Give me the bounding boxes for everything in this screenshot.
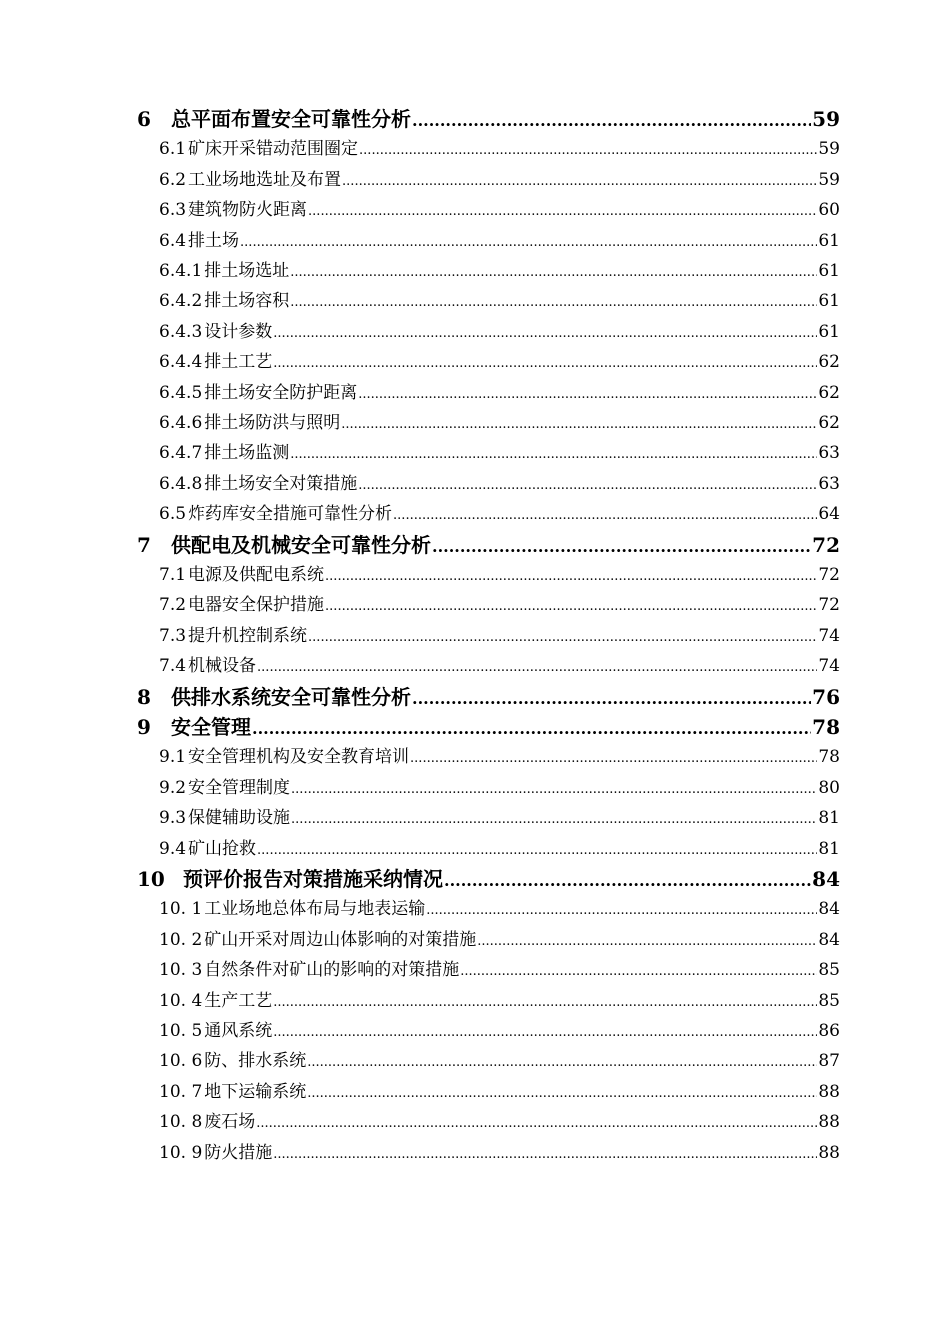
toc-dot-leader: [426, 894, 817, 924]
toc-entry-page-number: 59: [818, 139, 840, 160]
toc-dot-leader: [240, 226, 817, 256]
toc-dot-leader: [291, 773, 817, 803]
toc-entry-page-number: 81: [818, 808, 840, 829]
toc-entry-number: 6.3: [159, 200, 187, 221]
toc-dot-leader: [273, 1016, 817, 1046]
toc-entry-title: 安全管理: [171, 715, 251, 739]
toc-entry-title: 排土场: [188, 230, 240, 251]
toc-entry-number: 10. 9: [159, 1142, 203, 1163]
toc-entry-number: 9.4: [159, 838, 187, 859]
toc-dot-leader: [358, 378, 817, 408]
toc-entry-page-number: 84: [818, 899, 840, 920]
toc-entry-page-number: 81: [818, 838, 840, 859]
toc-entry-number: 6.4.7: [159, 443, 203, 464]
toc-entry[interactable]: [159, 256, 840, 286]
toc-entry-title: 预评价报告对策措施采纳情况: [183, 867, 443, 891]
toc-entry-title: 供排水系统安全可靠性分析: [171, 684, 411, 709]
toc-entry-number: 6.4.5: [159, 382, 203, 403]
toc-entry-page-number: 61: [818, 321, 840, 342]
toc-entry[interactable]: [159, 590, 840, 620]
toc-dot-leader: [273, 347, 817, 377]
toc-entry-number: 10. 6: [159, 1051, 203, 1072]
toc-entry-page-number: 86: [818, 1021, 840, 1041]
toc-entry[interactable]: [159, 773, 840, 803]
toc-dot-leader: [412, 104, 811, 134]
toc-entry[interactable]: [159, 195, 840, 225]
toc-entry-page-number: 84: [812, 867, 840, 891]
toc-dot-leader: [358, 469, 817, 499]
toc-dot-leader: [307, 1046, 817, 1076]
toc-entry-title: 供配电及机械安全可靠性分析: [171, 532, 431, 557]
toc-dot-leader: [290, 256, 817, 286]
toc-entry-page-number: 64: [818, 504, 840, 525]
toc-entry[interactable]: [159, 378, 840, 408]
toc-entry[interactable]: [159, 621, 840, 651]
toc-dot-leader: [308, 195, 817, 225]
toc-entry-number: 6: [137, 107, 151, 131]
toc-entry-number: 6.4.6: [159, 413, 203, 433]
toc-entry-title: 安全管理机构及安全教育培训: [188, 747, 410, 768]
toc-entry-page-number: 72: [818, 595, 840, 616]
toc-entry-page-number: 88: [818, 1112, 840, 1133]
toc-entry[interactable]: [159, 134, 840, 164]
toc-entry-title: 电器安全保护措施: [188, 595, 325, 616]
toc-entry-page-number: 85: [818, 960, 840, 981]
toc-entry-page-number: 62: [818, 352, 840, 373]
toc-entry[interactable]: [159, 986, 840, 1016]
toc-dot-leader: [273, 317, 817, 347]
toc-dot-leader: [412, 682, 811, 712]
toc-dot-leader: [257, 651, 817, 681]
toc-entry-number: 10. 4: [159, 990, 203, 1011]
toc-entry[interactable]: [159, 1107, 840, 1137]
toc-entry-number: 7.3: [159, 625, 187, 646]
toc-dot-leader: [307, 1077, 817, 1107]
toc-entry-title: 排土场容积: [204, 291, 290, 312]
toc-dot-leader: [273, 1138, 817, 1168]
toc-entry[interactable]: [137, 712, 840, 742]
toc-entry-title: 排土场选址: [204, 261, 290, 281]
toc-entry-page-number: 59: [812, 107, 840, 131]
toc-entry-page-number: 61: [818, 230, 840, 251]
toc-entry-number: 10. 3: [159, 960, 203, 981]
toc-entry[interactable]: [159, 955, 840, 985]
toc-entry-title: 排土场监测: [204, 443, 290, 464]
toc-entry-number: 9.3: [159, 808, 187, 829]
toc-entry[interactable]: [159, 742, 840, 772]
toc-dot-leader: [291, 803, 817, 833]
toc-entry-title: 电源及供配电系统: [188, 565, 325, 585]
toc-entry-title: 机械设备: [188, 656, 257, 677]
toc-entry[interactable]: [159, 1016, 840, 1046]
toc-entry-number: 7: [137, 532, 151, 557]
toc-entry[interactable]: [159, 651, 840, 681]
toc-entry-number: 9.2: [159, 777, 187, 798]
toc-entry[interactable]: [137, 864, 840, 894]
toc-entry-title: 工业场地选址及布置: [188, 169, 342, 190]
toc-dot-leader: [325, 590, 817, 620]
toc-entry[interactable]: [159, 347, 840, 377]
toc-entry[interactable]: [159, 286, 840, 316]
toc-entry[interactable]: [159, 1077, 840, 1107]
toc-entry-page-number: 63: [818, 473, 840, 494]
toc-entry-page-number: 59: [818, 169, 840, 190]
toc-entry-title: 自然条件对矿山的影响的对策措施: [204, 960, 460, 981]
toc-dot-leader: [257, 834, 817, 864]
toc-entry-page-number: 87: [818, 1051, 840, 1072]
toc-entry-title: 工业场地总体布局与地表运输: [204, 899, 426, 920]
toc-entry-title: 排土场安全防护距离: [204, 382, 358, 403]
toc-entry[interactable]: [159, 408, 840, 438]
toc-entry-number: 6.4.4: [159, 352, 203, 373]
toc-dot-leader: [290, 438, 817, 468]
toc-dot-leader: [342, 165, 817, 195]
toc-entry[interactable]: [159, 803, 840, 833]
toc-entry-number: 10. 7: [159, 1081, 203, 1102]
toc-entry-title: 生产工艺: [204, 990, 273, 1011]
toc-entry[interactable]: [159, 894, 840, 924]
toc-entry[interactable]: [159, 1046, 840, 1076]
toc-entry-title: 排土场安全对策措施: [204, 473, 358, 494]
toc-entry-title: 通风系统: [204, 1021, 273, 1041]
toc-entry-page-number: 88: [818, 1081, 840, 1102]
toc-entry-number: 7.4: [159, 656, 187, 677]
toc-entry[interactable]: [159, 925, 840, 955]
toc-entry-title: 矿山开采对周边山体影响的对策措施: [204, 929, 477, 950]
toc-entry[interactable]: [159, 165, 840, 195]
toc-entry[interactable]: [159, 317, 840, 347]
toc-entry-number: 8: [137, 684, 151, 709]
toc-entry-title: 地下运输系统: [204, 1081, 307, 1102]
toc-entry[interactable]: [159, 834, 840, 864]
toc-entry-title: 防、排水系统: [204, 1051, 307, 1072]
toc-entry-title: 排土场防洪与照明: [204, 413, 341, 433]
toc-entry-number: 7.2: [159, 595, 187, 616]
toc-entry-page-number: 60: [818, 200, 840, 221]
toc-entry-page-number: 74: [818, 656, 840, 677]
toc-dot-leader: [393, 499, 817, 529]
toc-entry-number: 7.1: [159, 565, 187, 585]
toc-entry-page-number: 76: [812, 684, 840, 709]
toc-entry-number: 6.4.8: [159, 473, 203, 494]
toc-dot-leader: [444, 864, 811, 894]
toc-dot-leader: [256, 1107, 817, 1137]
toc-dot-leader: [308, 621, 817, 651]
toc-entry-number: 6.4.3: [159, 321, 203, 342]
toc-entry[interactable]: [137, 104, 840, 134]
toc-dot-leader: [252, 712, 811, 742]
toc-entry-page-number: 62: [818, 382, 840, 403]
toc-entry-number: 6.2: [159, 169, 187, 190]
toc-entry-number: 10. 8: [159, 1112, 203, 1133]
toc-dot-leader: [325, 560, 817, 590]
toc-dot-leader: [460, 955, 817, 985]
toc-entry-page-number: 72: [812, 532, 840, 557]
toc-entry-page-number: 61: [818, 291, 840, 312]
toc-entry-number: 10. 5: [159, 1021, 203, 1041]
toc-entry-page-number: 63: [818, 443, 840, 464]
toc-entry-title: 排土工艺: [204, 352, 273, 373]
toc-entry-number: 9.1: [159, 747, 187, 768]
toc-entry-title: 设计参数: [204, 321, 273, 342]
toc-entry-title: 保健辅助设施: [188, 808, 291, 829]
toc-entry[interactable]: [159, 438, 840, 468]
toc-entry-title: 总平面布置安全可靠性分析: [171, 107, 411, 131]
toc-entry-page-number: 85: [818, 990, 840, 1011]
toc-dot-leader: [341, 408, 817, 438]
toc-entry-page-number: 61: [818, 261, 840, 281]
toc-entry[interactable]: [159, 226, 840, 256]
toc-entry-number: 6.5: [159, 504, 187, 525]
toc-entry-title: 矿山抢救: [188, 838, 257, 859]
toc-entry-title: 废石场: [204, 1112, 256, 1133]
toc-entry[interactable]: [159, 1138, 840, 1168]
toc-entry-number: 6.1: [159, 139, 187, 160]
toc-entry-title: 炸药库安全措施可靠性分析: [188, 504, 393, 525]
toc-entry-title: 安全管理制度: [188, 777, 291, 798]
toc-entry-number: 6.4.1: [159, 261, 203, 281]
toc-entry-page-number: 72: [818, 565, 840, 585]
toc-entry-page-number: 84: [818, 929, 840, 950]
toc-dot-leader: [477, 925, 817, 955]
toc-entry-title: 提升机控制系统: [188, 625, 308, 646]
toc-entry-number: 10. 1: [159, 899, 203, 920]
toc-entry-page-number: 74: [818, 625, 840, 646]
toc-dot-leader: [410, 742, 817, 772]
toc-entry-number: 10. 2: [159, 929, 203, 950]
toc-dot-leader: [359, 134, 817, 164]
toc-entry-number: 6.4.2: [159, 291, 203, 312]
toc-entry-page-number: 78: [812, 715, 840, 739]
toc-entry-page-number: 62: [818, 413, 840, 433]
toc-entry-title: 矿床开采错动范围圈定: [188, 139, 359, 160]
toc-dot-leader: [273, 986, 817, 1016]
toc-entry-page-number: 78: [818, 747, 840, 768]
toc-entry[interactable]: [137, 530, 840, 560]
toc-entry[interactable]: [159, 560, 840, 590]
toc-dot-leader: [432, 530, 811, 560]
toc-entry-number: 10: [137, 867, 165, 891]
toc-entry-number: 9: [137, 715, 151, 739]
toc-entry[interactable]: [159, 499, 840, 529]
toc-entry-title: 建筑物防火距离: [188, 200, 308, 221]
toc-entry[interactable]: [159, 469, 840, 499]
toc-entry-number: 6.4: [159, 230, 187, 251]
toc-dot-leader: [290, 286, 817, 316]
toc-entry[interactable]: [137, 682, 840, 712]
toc-entry-page-number: 88: [818, 1142, 840, 1163]
toc-entry-title: 防火措施: [204, 1142, 273, 1163]
toc-entry-page-number: 80: [818, 777, 840, 798]
